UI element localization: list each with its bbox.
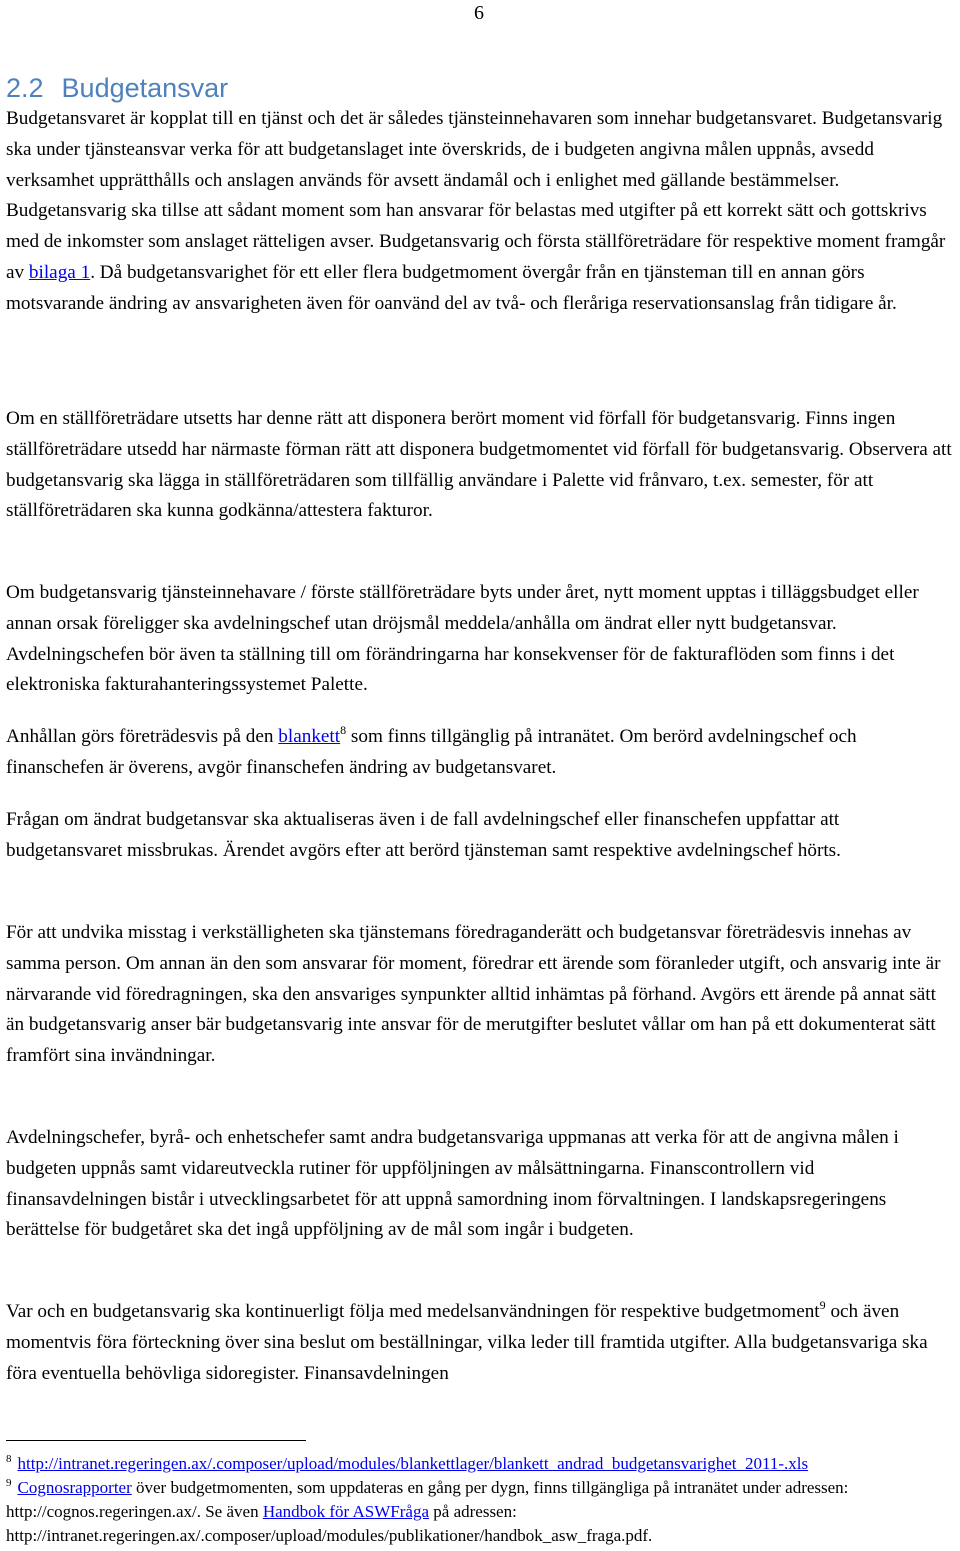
section-number: 2.2 <box>6 73 44 103</box>
paragraph-7: Avdelningschefer, byrå- och enhetschefer samt andra budgetansvariga uppmanas att verka för att de angivna målen i budgeten uppnås samt vidareutveckla rutiner för uppföljningen av målsättningarna. Finanscontrollern vid finansavdelningen bistår i utvecklingsarbetet för att uppnå samordning inom förvaltningen. I landskapsregeringens berättelse för budgetåret ska det ingå uppföljning av de mål som ingår i budgeten. <box>6 1127 899 1241</box>
footnote-ref-9: 9 <box>819 1297 826 1312</box>
bilaga-1-link[interactable]: bilaga 1 <box>28 261 91 283</box>
blankett-url-link[interactable]: http://intranet.regeringen.ax/.composer/upload/modules/blankettlager/blankett_andrad_budgetansvarighet_2011-.xls <box>17 1454 809 1473</box>
paragraph-1-text-b: . Då budgetansvarighet för ett eller flera budgetmoment övergår från en tjänsteman till en annan görs motsvarande ändring av ansvarigheten även för oanvänd del av två- och fleråriga reservationsanslag från tidigare år. <box>6 261 897 314</box>
section-heading <box>6 72 228 104</box>
footnote-9-text-a: över budgetmomenten, som uppdateras en gång per dygn, finns tillgängliga på intranätet under adressen: http://cognos.regeringen.ax/. Se även <box>6 1478 849 1521</box>
paragraph-8 <box>6 1297 958 1389</box>
paragraph-4-text-a: Anhållan görs företrädesvis på den <box>6 726 279 747</box>
paragraph-3: Om budgetansvarig tjänsteinnehavare / förste ställföreträdare byts under året, nytt moment upptas i tilläggsbudget eller annan orsak föreligger ska avdelningschef utan dröjsmål meddela/anhålla om ändrat eller nytt budgetansvar. Avdelningschefen bör även ta ställning till om förändringarna har konsekvenser för de fakturaflöden som finns i det elektroniska fakturahanteringssystemet Palette. <box>6 582 919 696</box>
paragraph-4-text-b: som finns tillgänglig på intranätet. Om berörd avdelningschef och finanschefen är överens, avgör finanschefen ändring av budgetansvaret. <box>6 726 857 778</box>
paragraph-1-text-a: Budgetansvaret är kopplat till en tjänst och det är således tjänsteinnehavaren som innehar budgetansvaret. Budgetansvarig ska under tjänsteansvar verka för att budgetanslaget inte överskrids, de i budgeten angivna målen uppnås, avsedd verksamhet upprätthålls och anslagen används för avsett ändamål och i enlighet med gällande bestämmelser. Budgetansvarig ska tillse att sådant moment som han ansvarar för belastas med utgifter på ett korrekt sätt och gottskrivs med de inkomster som anslaget rätteligen avser. Budgetansvarig och första ställföreträdare för respektive moment framgår av <box>6 108 946 283</box>
paragraph-5: Frågan om ändrat budgetansvar ska aktualiseras även i de fall avdelningschef eller finanschefen uppfattar att budgetansvaret missbrukas. Ärendet avgörs efter att berörd tjänsteman samt respektive avdelningschef hörts. <box>6 809 841 861</box>
paragraph-8-text-a: Var och en budgetansvarig ska kontinuerligt följa med medelsanvändningen för respektive budgetmoment <box>6 1301 820 1322</box>
page-number: 6 <box>474 2 484 24</box>
footnote-8-mark: 8 <box>6 1453 12 1466</box>
section-title: Budgetansvar <box>61 73 229 103</box>
cognosrapporter-link[interactable]: Cognosrapporter <box>17 1478 132 1497</box>
footnote-ref-8: 8 <box>340 722 347 737</box>
handbok-aswfraga-link[interactable]: Handbok för ASWFråga <box>262 1502 430 1521</box>
footnote-9 <box>6 1476 958 1548</box>
footnote-divider <box>6 1440 306 1441</box>
blankett-link[interactable]: blankett <box>278 726 341 747</box>
paragraph-4 <box>6 722 958 784</box>
footnote-9-mark: 9 <box>6 1477 12 1490</box>
paragraph-8-text-b: och även momentvis föra förteckning över sina beslut om beställningar, vilka leder till framtida utgifter. Alla budgetansvariga ska föra eventuella behövliga sidoregister. Finansavdelningen <box>6 1301 928 1384</box>
paragraph-6: För att undvika misstag i verkställigheten ska tjänstemans föredraganderätt och budgetansvar företrädesvis innehas av samma person. Om annan än den som ansvarar för moment, föredrar ett ärende som föranleder utgift, och ansvarig inte är närvarande vid föredragningen, ska den ansvariges synpunkter alltid inhämtas på förhand. Avgörs ett ärende på annat sätt än budgetansvarig anser bär budgetansvarig inte ansvar för de merutgifter beslutet vållar om han på ett dokumenterat sätt framfört sina invändningar. <box>6 922 941 1067</box>
paragraph-1 <box>6 104 958 320</box>
footnote-9-text-b: på adressen: http://intranet.regeringen.ax/.composer/upload/modules/publikationer/handbok_asw_fraga.pdf. <box>6 1502 653 1545</box>
paragraph-2: Om en ställföreträdare utsetts har denne rätt att disponera berört moment vid förfall för budgetansvarig. Finns ingen ställföreträdare utsedd har närmaste förman rätt att disponera budgetmomentet vid förfall för budgetansvarig. Observera att budgetansvarig ska lägga in ställföreträdaren som tillfällig användare i Palette vid frånvaro, t.ex. semester, för att ställföreträdaren ska kunna godkänna/attestera fakturor. <box>6 408 952 522</box>
footnote-8 <box>6 1452 958 1476</box>
